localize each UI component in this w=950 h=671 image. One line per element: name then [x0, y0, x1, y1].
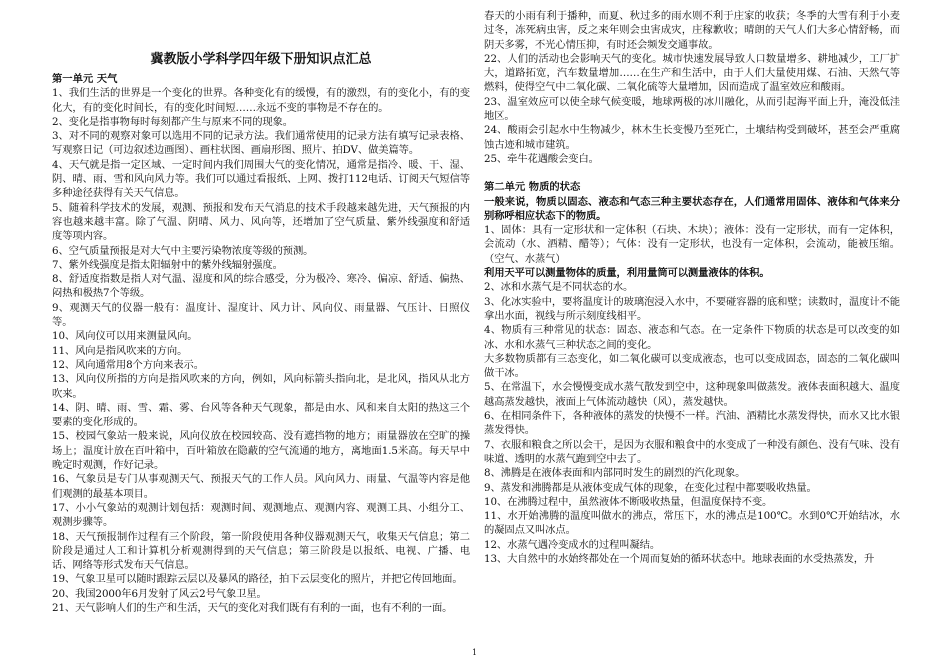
list-item: 1、我们生活的世界是一个变化的世界。各种变化有的缓慢，有的激烈，有的变化小，有的变化大，有的变化时间长，有的变化时间短……永远不变的事物是不存在的。 — [52, 87, 470, 114]
list-item: 4、物质有三种常见的状态：固态、液态和气态。在一定条件下物质的状态是可以改变的如冰、水和水蒸气三种状态之间的变化。 — [484, 324, 900, 351]
list-item: 3、化冰实验中，要将温度计的玻璃泡浸入水中，不要碰容器的底和壁；读数时，温度计不能拿出水面，视线与所示刻度线相平。 — [484, 295, 900, 322]
list-item: 7、衣服和粮食之所以会干，是因为衣服和粮食中的水变成了一种没有颜色、没有气味、没有味道、透明的水蒸气跑到空中去了。 — [484, 438, 900, 465]
list-item: 2、变化是指事物每时每刻都产生与原来不同的现象。 — [52, 115, 293, 128]
unit2-heading: 第二单元 物质的状态 — [484, 181, 581, 194]
list-item: 9、蒸发和沸腾都是从液体变成气体的现象，在变化过程中都要吸收热量。 — [484, 481, 817, 494]
list-item: 5、在常温下，水会慢慢变成水蒸气散发到空中，这种现象叫做蒸发。液体表面积越大、温度越高蒸发越快，液面上气体流动越快（风），蒸发越快。 — [484, 381, 900, 408]
bold-measure-note: 利用天平可以测量物体的质量，利用量筒可以测量液体的体积。 — [484, 267, 770, 280]
list-item: 4、天气就是指一定区域、一定时间内我们周围大气的变化情况，通常是指冷、暖、干、湿、阴、晴、雨、雪和风向风力等。我们可以通过看报纸、上网、拨打112电话、订阅天气短信等多种途径获得有关天气信息。 — [52, 158, 470, 200]
list-item: 8、舒适度指数是指人对气温、湿度和风的综合感受，分为极冷、寒冷、偏凉、舒适、偏热、闷热和极热7个等级。 — [52, 273, 470, 300]
list-item: 6、在相同条件下，各种液体的蒸发的快慢不一样。汽油、酒精比水蒸发得快，而水又比水银蒸发得快。 — [484, 410, 900, 437]
spacer — [484, 166, 900, 180]
list-item: 1、固体：具有一定形状和一定体积（石块、木块）；液体：没有一定形状，而有一定体积，会流动（水、酒精、醋等）；气体：没有一定形状，也没有一定体积，会流动，能被压缩。（空气、水蒸气） — [484, 224, 900, 265]
list-item: 7、紫外线强度是指太阳辐射中的紫外线辐射强度。 — [52, 258, 283, 271]
list-item: 11、水开始沸腾的温度叫做水的沸点，常压下，水的沸点是100℃。水到0℃开始结冰，水的凝固点又叫冰点。 — [484, 510, 900, 537]
list-item: 17、小小气象站的观测计划包括：观测时间、观测地点、观测内容、观测工具、小组分工、观测步骤等。 — [52, 501, 470, 529]
list-item: 15、校园气象站一般来说，风向仪放在校园较高、没有遮挡物的地方；雨量器放在空旷的操场上；温度计放在百叶箱中，百叶箱放在隐蔽的空气流通的地方，离地面1.5米高。每天早中晚定时观测，作好记录。 — [52, 430, 470, 472]
list-item: 23、温室效应可以使全球气候变暖，地球两极的冰川融化，从而引起海平面上升，淹没低洼地区。 — [484, 95, 900, 123]
list-item: 5、随着科学技术的发展，观测、预报和发布天气消息的技术手段越来越先进，天气预报的内容也越来越丰富。除了气温、阴晴、风力、风向等，还增加了空气质量、紫外线强度和舒适度等项内容。 — [52, 201, 470, 243]
list-item: 8、沸腾是在液体表面和内部同时发生的剧烈的汽化现象。 — [484, 467, 746, 480]
list-item: 14、阴、晴、雨、雪、霜、雾、台风等各种天气现象，都是由水、风和来自太阳的热这三个要素的变化形成的。 — [52, 401, 470, 429]
right-column — [484, 9, 900, 566]
list-item: 9、观测天气的仪器一般有：温度计、湿度计、风力计、风向仪、雨量器、气压计、日照仪等。 — [52, 301, 470, 329]
list-item: 6、空气质量预报是对大气中主要污染物浓度等级的预测。 — [52, 244, 314, 257]
list-item: 12、水蒸气遇冷变成水的过程叫凝结。 — [484, 538, 661, 551]
document-title: 冀教版小学科学四年级下册知识点汇总 — [150, 52, 372, 67]
list-item: 春天的小雨有利于播种，而夏、秋过多的雨水则不利于庄家的收获；冬季的大雪有利于小麦过冬，冻死病虫害，反之来年则会虫害成灾，庄稼歉收；晴朗的天气人们大多心情舒畅，而阴天多雾，不光心情压抑，有时还会频发交通事故。 — [484, 10, 900, 51]
bold-intro: 一般来说，物质以固态、液态和气态三种主要状态存在，人们通常用固体、液体和气体来分别称呼相应状态下的物质。 — [484, 195, 900, 222]
list-item: 16、气象员是专门从事观测天气、预报天气的工作人员。风向风力、雨量、气温等内容是他们观测的最基本项目。 — [52, 473, 470, 500]
list-item: 2、冰和水蒸气是不同状态的水。 — [484, 281, 634, 294]
list-item: 25、牵牛花遇酸会变白。 — [484, 152, 599, 165]
unit1-heading: 第一单元 天气 — [52, 73, 118, 85]
list-item: 13、大自然中的水始终都处在一个周而复始的循环状态中。地球表面的水受热蒸发，升 — [484, 552, 875, 565]
list-item: 22、人们的活动也会影响天气的变化。城市快速发展导致人口数量增多、耕地减少，工厂扩大，道路拓宽，汽车数量增加……在生产和生活中，由于人们大量使用煤、石油、天然气等燃料，使得空气中二氧化碳、二氧化硫等大量增加，因而造成了温室效应和酸雨。 — [484, 52, 900, 94]
page-number: 1 — [472, 648, 478, 657]
list-item: 10、风向仪可以用来测量风向。 — [52, 330, 198, 343]
list-item: 10、在沸腾过程中，虽然液体不断吸收热量，但温度保持不变。 — [484, 495, 773, 508]
unit1-list — [52, 86, 470, 615]
list-item: 大多数物质都有三态变化，如二氧化碳可以变成液态，也可以变成固态，固态的二氧化碳叫做干冰。 — [484, 352, 900, 380]
list-item: 20、我国2000年6月发射了风云2号气象卫星。 — [52, 587, 267, 600]
left-column — [52, 52, 470, 615]
list-item: 18、天气预报制作过程有三个阶段，第一阶段使用各种仪器观测天气，收集天气信息；第二阶段是通过人工和计算机分析观测得到的天气信息；第三阶段是以报纸、电视、广播、电话、网络等形式发布天气信息。 — [52, 530, 470, 572]
list-item: 11、风向是指风吹来的方向。 — [52, 344, 188, 357]
list-item: 13、风向仪所指的方向是指风吹来的方向，例如，风向标箭头指向北，是北风，指风从北方吹来。 — [52, 373, 470, 400]
list-item: 21、天气影响人们的生产和生活，天气的变化对我们既有有利的一面，也有不利的一面。 — [52, 601, 453, 614]
list-item: 12、风向通常用8个方向来表示。 — [52, 358, 204, 371]
list-item: 24、酸雨会引起水中生物减少，林木生长变慢乃至死亡，土壤结构受到破坏，甚至会严重腐蚀古迹和城市建筑。 — [484, 124, 900, 151]
list-item: 19、气象卫星可以随时跟踪云层以及暴风的路径，拍下云层变化的照片，并把它传回地面。 — [52, 573, 463, 586]
list-item: 3、对不同的观察对象可以选用不同的记录方法。我们通常使用的记录方法有填写记录表格、写观察日记（可边叙述边画图）、画柱状图、画扇形图、照片、拍DV、做美篇等。 — [52, 130, 470, 157]
